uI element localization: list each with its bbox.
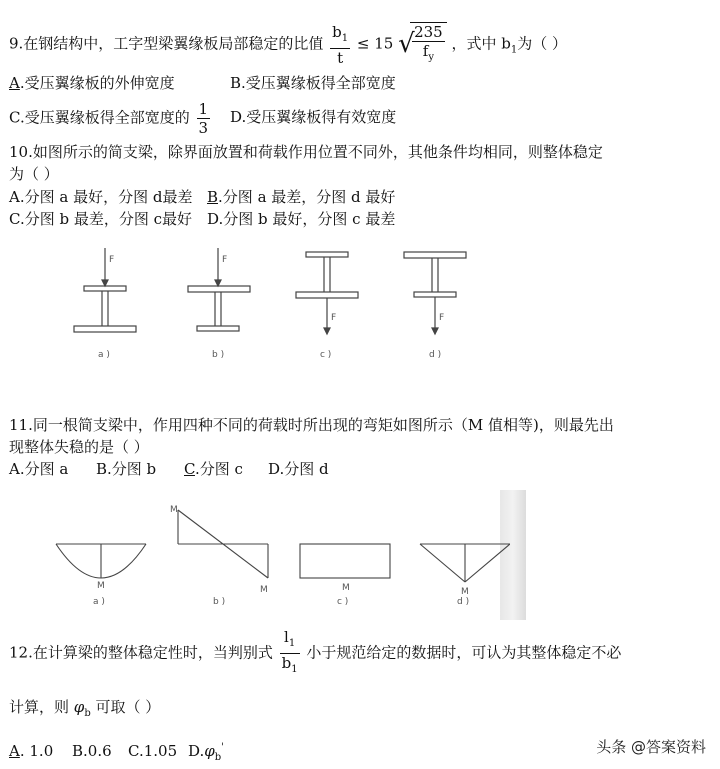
q10-stem-line2: 为（ ） [9,165,59,183]
svg-text:c ): c ) [337,597,349,607]
q11-option-c: C.分图 c [184,460,243,478]
moment-diagram-d [420,544,510,582]
svg-text:M: M [170,505,178,515]
q12-option-d: $D.\varphi_b'$ [188,742,224,763]
q12-option-b: B.0.6 [72,742,112,760]
moment-diagram-c [300,544,390,578]
figure-c-i-beam [296,252,358,334]
svg-text:d ): d ) [429,350,442,360]
q9-option-b: B.受压翼缘板得全部宽度 [230,74,396,92]
q10-option-b: B.分图 a 最差，分图 d 最好 [207,188,396,206]
q11-stem-line2: 现整体失稳的是（ ） [9,438,149,456]
q9-option-c: C.受压翼缘板得全部宽度的 $\frac{1}{3}$ [9,100,209,137]
q10-stem-line1: 10.如图所示的简支梁，除界面放置和荷载作用位置不同外，其他条件均相同，则整体稳定 [9,143,603,161]
watermark: 头条 @答案资料 [596,738,706,756]
svg-text:F: F [222,255,228,265]
svg-text:d ): d ) [457,597,470,607]
svg-text:M: M [260,585,268,595]
q10-option-d: D.分图 b 最好，分图 c 最差 [207,210,396,228]
q12-stem-line2: 计算，则 $\varphi_b$ 可取（ ） [9,698,161,719]
moment-diagram-b [178,510,268,578]
figure-b-i-beam [188,248,250,331]
svg-text:M: M [461,587,469,597]
q10-option-c: C.分图 b 最差，分图 c最好 [9,210,193,228]
q10-beam-figures [60,240,480,365]
q9-sqrt: √ $\frac{235}{f_y}$ [398,22,447,67]
figure-d-i-beam [404,252,466,334]
svg-text:c ): c ) [320,350,332,360]
svg-text:M: M [342,583,350,593]
q11-stem-line1: 11.同一根简支梁中，作用四种不同的荷载时所出现的弯矩如图所示（M 值相等)，则最先出 [9,416,614,434]
moment-diagram-a [56,544,146,578]
q11-option-d: D.分图 d [268,460,329,478]
svg-text:M: M [97,581,105,591]
q9-stem: 9.在钢结构中，工字型梁翼缘板局部稳定的比值 $\frac{b_1}{t}$ ≤ 15 √ $\frac{235}{f_y}$ ，式中 $b_1$为（ ） [9,22,568,67]
q11-option-a: A.分图 a [9,460,69,478]
q12-option-c: C.1.05 [128,742,178,760]
svg-text:a ): a ) [93,597,105,607]
q11-option-b: B.分图 b [96,460,157,478]
svg-text:F: F [439,313,445,323]
svg-text:a ): a ) [98,350,110,360]
svg-text:b ): b ) [212,350,225,360]
q10-option-a: A.分图 a 最好，分图 d最差 [9,188,193,206]
q12-option-a: A. 1.0 [9,742,54,760]
q9-ratio-fraction: $\frac{b_1}{t}$ [332,22,349,67]
figure-a-i-beam [74,248,136,332]
q9-option-a: A.受压翼缘板的外伸宽度 [9,74,175,92]
q12-stem-line1: 12.在计算梁的整体稳定性时，当判别式 $\frac{l_1}{b_1}$ 小于规范给定的数据时，可认为其整体稳定不必 [9,628,621,679]
q12-ratio-fraction: $\frac{l_1}{b_1}$ [281,628,298,675]
q11-moment-diagrams [50,500,510,610]
svg-text:F: F [109,255,115,265]
svg-text:F: F [331,313,337,323]
q9-option-d: D.受压翼缘板得有效宽度 [230,108,397,126]
svg-text:b ): b ) [213,597,226,607]
